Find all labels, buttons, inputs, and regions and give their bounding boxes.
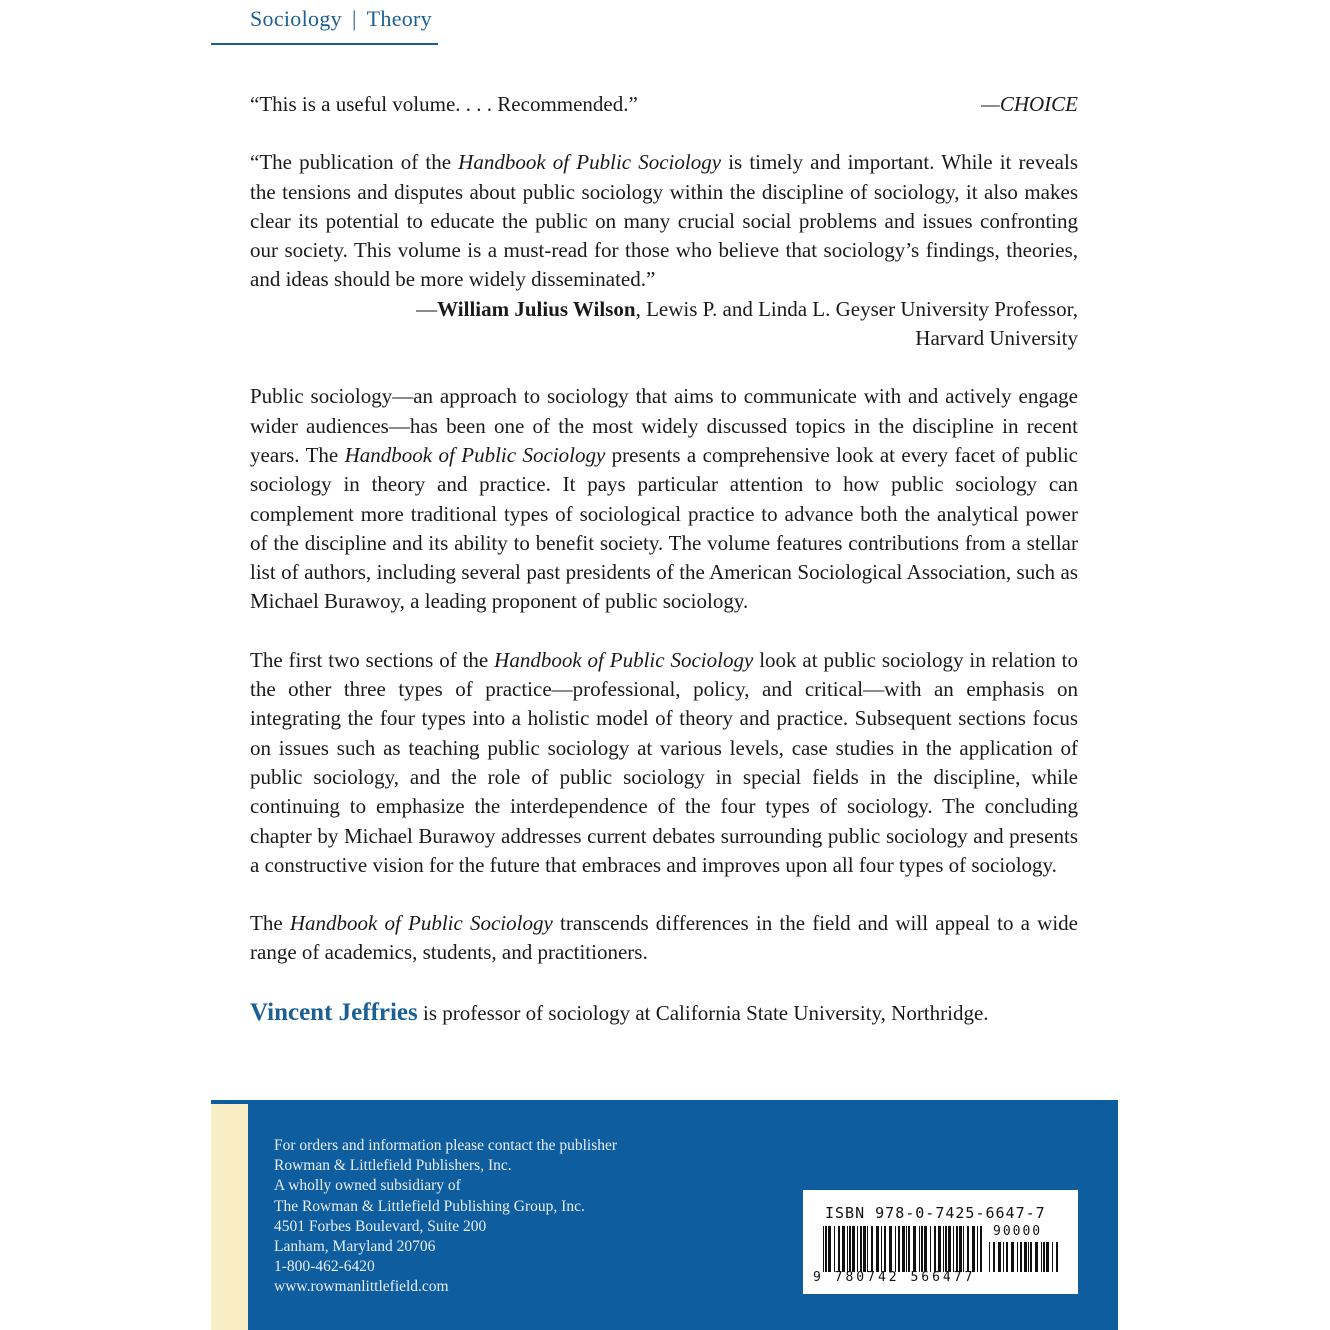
publisher-phone: 1-800-462-6420 bbox=[274, 1258, 375, 1276]
wilson-quote: “The publication of the Handbook of Public Sociology is timely and important. While it reveals the tensions and disputes about public sociology within the discipline of sociology, it also makes clear its potential to educate the public on many crucial social problems and issues confronting our society. This volume is a must-read for those who believe that sociology’s findings, theories, and ideas should be more widely disseminated.” bbox=[250, 150, 1078, 292]
isbn-label: ISBN 978-0-7425-6647-7 bbox=[825, 1204, 1046, 1222]
choice-quote bbox=[250, 90, 1078, 119]
book-title: Handbook of Public Sociology bbox=[344, 442, 606, 467]
wilson-attribution: —William Julius Wilson, Lewis P. and Linda L. Geyser University Professor, bbox=[416, 296, 1078, 321]
publisher-line: Lanham, Maryland 20706 bbox=[274, 1238, 436, 1256]
blurb-text bbox=[250, 90, 1078, 1028]
publisher-line: Rowman & Littlefield Publishers, Inc. bbox=[274, 1157, 512, 1175]
author-name: Vincent Jeffries bbox=[250, 998, 418, 1026]
price-code-digits: 90000 bbox=[993, 1224, 1043, 1239]
book-title: Handbook of Public Sociology bbox=[458, 150, 722, 175]
ean-barcode-icon bbox=[823, 1226, 983, 1272]
category-underline bbox=[211, 43, 438, 45]
choice-quote-text: “This is a useful volume. . . . Recommended.” bbox=[250, 92, 638, 116]
barcode-panel bbox=[803, 1190, 1078, 1294]
publisher-line: 4501 Forbes Boulevard, Suite 200 bbox=[274, 1217, 487, 1235]
ean-digits: 9 780742 566477 bbox=[813, 1270, 976, 1285]
publisher-line: For orders and information please contact the publisher bbox=[274, 1137, 618, 1154]
author-bio bbox=[250, 998, 1078, 1028]
publisher-line: The Rowman & Littlefield Publishing Group, Inc. bbox=[274, 1197, 585, 1215]
back-cover bbox=[211, 0, 1118, 1330]
description-paragraph-1: Public sociology—an approach to sociology that aims to communicate with and actively engage wider audiences—has been one of the most widely discussed topics in the discipline in recent years. The Handbook of Public Sociology presents a comprehensive look at every facet of public sociology in theory and practice. It pays particular attention to how public sociology can complement more traditional types of sociological practice to advance both the analytical power of the discipline and its ability to benefit society. The volume features contributions from a stellar list of authors, including several past presidents of the American Sociological Association, such as Michael Burawoy, a leading proponent of public sociology. bbox=[250, 384, 1079, 614]
publisher-footer bbox=[211, 1100, 1118, 1330]
wilson-affiliation: Harvard University bbox=[915, 326, 1078, 351]
book-title: Handbook of Public Sociology bbox=[494, 647, 754, 672]
category-separator: | bbox=[351, 6, 357, 31]
category-label bbox=[250, 6, 432, 32]
publisher-info bbox=[274, 1136, 617, 1298]
description-paragraph-3: The Handbook of Public Sociology transcends differences in the field and will appeal to a wide range of academics, students, and practitioners. bbox=[250, 911, 1078, 965]
book-title: Handbook of Public Sociology bbox=[289, 911, 553, 936]
author-bio-text: is professor of sociology at California State University, Northridge. bbox=[417, 1000, 989, 1025]
publisher-line: A wholly owned subsidiary of bbox=[274, 1177, 461, 1195]
cream-spine-band bbox=[211, 1104, 248, 1330]
price-barcode-icon bbox=[989, 1242, 1061, 1272]
category-theory: Theory bbox=[366, 6, 432, 31]
wilson-name: William Julius Wilson bbox=[437, 296, 636, 321]
category-sociology: Sociology bbox=[250, 6, 342, 31]
choice-quote-source: —CHOICE bbox=[981, 92, 1078, 116]
publisher-website: www.rowmanlittlefield.com bbox=[274, 1278, 449, 1296]
description-paragraph-2: The first two sections of the Handbook of Public Sociology look at public sociology in relation to the other three types of practice—professional, policy, and critical—with an emphasis on integrating the four types into a holistic model of theory and practice. Subsequent sections focus on issues such as teaching public sociology at various levels, case studies in the application of public sociology, and the role of public sociology in special fields in the discipline, while continuing to emphasize the interdependence of the four types of sociology. The concluding chapter by Michael Burawoy addresses current debates surrounding public sociology and presents a constructive vision for the future that embraces and improves upon all four types of sociology. bbox=[250, 647, 1079, 877]
